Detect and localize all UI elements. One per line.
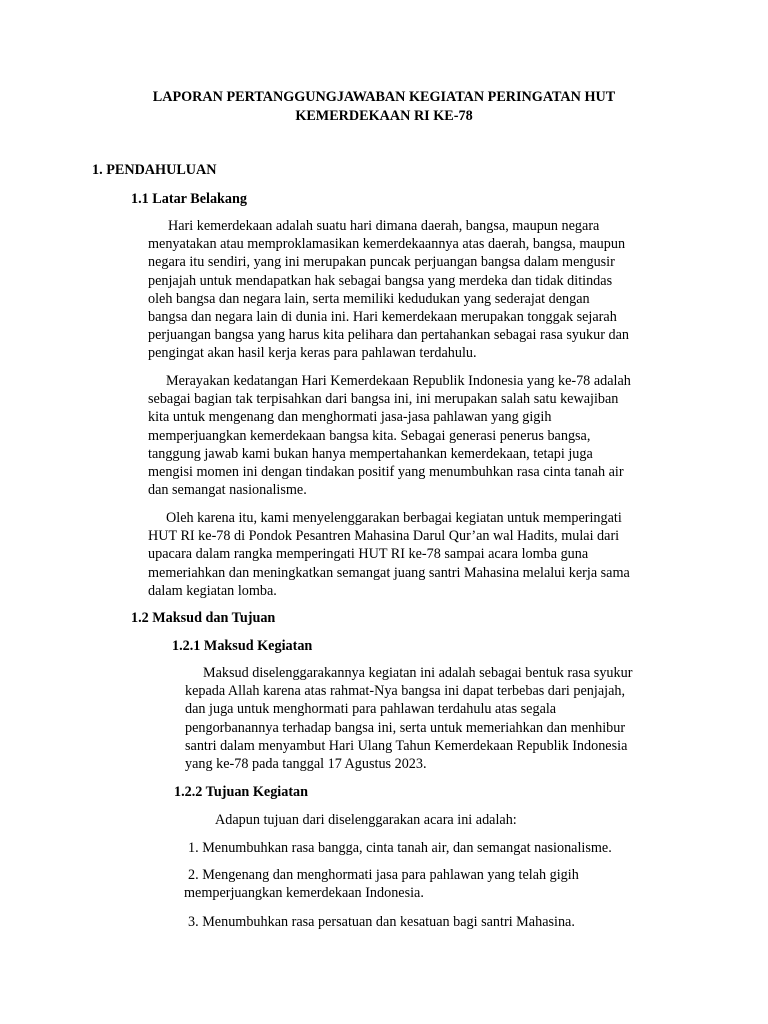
subsubsection-heading-tujuan-kegiatan: 1.2.2 Tujuan Kegiatan [174, 784, 309, 800]
text-line: pengingat akan hasil kerja keras para pahlawan terdahulu. [148, 345, 477, 362]
text-line: Merayakan kedatangan Hari Kemerdekaan Republik Indonesia yang ke-78 adalah [166, 373, 631, 389]
text-line: mengisi momen ini dengan tindakan positif yang menumbuhkan rasa cinta tanah air [148, 464, 624, 481]
list-item-tujuan-2 [184, 866, 579, 902]
subsection-heading-maksud-tujuan: 1.2 Maksud dan Tujuan [131, 610, 276, 626]
text-line: tanggung jawab kami bukan hanya mempertahankan kemerdekaan, tetapi juga [148, 445, 593, 462]
text-line: Oleh karena itu, kami menyelenggarakan berbagai kegiatan untuk memperingati [166, 510, 622, 526]
text-line: upacara dalam rangka memperingati HUT RI ke-78 sampai acara lomba guna [148, 546, 589, 563]
text-line: dan juga untuk menghormati para pahlawan terdahulu atas segala [185, 701, 557, 718]
text-line: HUT RI ke-78 di Pondok Pesantren Mahasina Darul Qur’an wal Hadits, mulai dari [148, 528, 620, 545]
text-line: perjuangan bangsa yang harus kita pelihara dan pertahankan sebagai rasa syukur dan [148, 327, 630, 344]
subsubsection-heading-maksud-kegiatan: 1.2.1 Maksud Kegiatan [172, 638, 313, 654]
paragraph-latar-belakang-3 [148, 509, 630, 600]
text-line: bangsa dan negara lain di dunia ini. Hari kemerdekaan merupakan tonggak sejarah [148, 309, 617, 326]
text-line: santri dalam menyambut Hari Ulang Tahun Kemerdekaan Republik Indonesia [185, 737, 628, 754]
paragraph-latar-belakang-1 [148, 217, 629, 363]
document-title [0, 88, 768, 125]
text-line: kita untuk mengenang dan menghormati jasa-jasa pahlawan yang gigih [148, 409, 552, 426]
paragraph-latar-belakang-2 [148, 372, 631, 499]
text-line: memperjuangkan kemerdekaan bangsa kita. Sebagai generasi penerus bangsa, [148, 427, 591, 444]
text-line: negara itu sendiri, yang ini merupakan puncak perjuangan bangsa dalam mengusir [148, 254, 615, 271]
text-line: dan semangat nasionalisme. [148, 482, 307, 499]
text-line: oleh bangsa dan negara lain, serta memiliki kedudukan yang sederajat dengan [148, 290, 590, 307]
paragraph-maksud-kegiatan [185, 664, 632, 773]
tujuan-intro: Adapun tujuan dari diselenggarakan acara ini adalah: [215, 812, 517, 828]
list-item-tujuan-3: 3. Menumbuhkan rasa persatuan dan kesatuan bagi santri Mahasina. [188, 914, 575, 930]
section-heading-pendahuluan: 1. PENDAHULUAN [92, 162, 217, 178]
text-line: penjajah untuk mendapatkan hak sebagai bangsa yang merdeka dan tidak ditindas [148, 272, 613, 289]
text-line: sebagai bagian tak terpisahkan dari bangsa ini, ini merupakan salah satu kewajiban [148, 391, 619, 408]
subsection-heading-latar-belakang: 1.1 Latar Belakang [131, 191, 248, 207]
text-line: memeriahkan dan meningkatkan semangat juang santri Mahasina melalui kerja sama [148, 564, 630, 581]
text-line: Maksud diselenggarakannya kegiatan ini adalah sebagai bentuk rasa syukur [203, 665, 633, 681]
list-item-tujuan-1: 1. Menumbuhkan rasa bangga, cinta tanah air, dan semangat nasionalisme. [188, 840, 612, 856]
text-line: menyatakan atau memproklamasikan kemerdekaannya atas daerah, bangsa, maupun [148, 236, 626, 253]
text-line: 2. Mengenang dan menghormati jasa para pahlawan yang telah gigih [188, 867, 579, 883]
text-line: yang ke-78 pada tanggal 17 Agustus 2023. [185, 756, 427, 773]
title-line: LAPORAN PERTANGGUNGJAWABAN KEGIATAN PERINGATAN HUT [152, 89, 616, 105]
text-line: pengorbanannya terhadap bangsa ini, serta untuk memeriahkan dan menhibur [185, 719, 626, 736]
text-line: kepada Allah karena atas rahmat-Nya bangsa ini dapat terbebas dari penjajah, [185, 683, 626, 700]
text-line: dalam kegiatan lomba. [148, 582, 277, 599]
text-line: Hari kemerdekaan adalah suatu hari dimana daerah, bangsa, maupun negara [168, 218, 600, 234]
title-line: KEMERDEKAAN RI KE-78 [295, 107, 473, 124]
text-line: memperjuangkan kemerdekaan Indonesia. [184, 885, 424, 902]
